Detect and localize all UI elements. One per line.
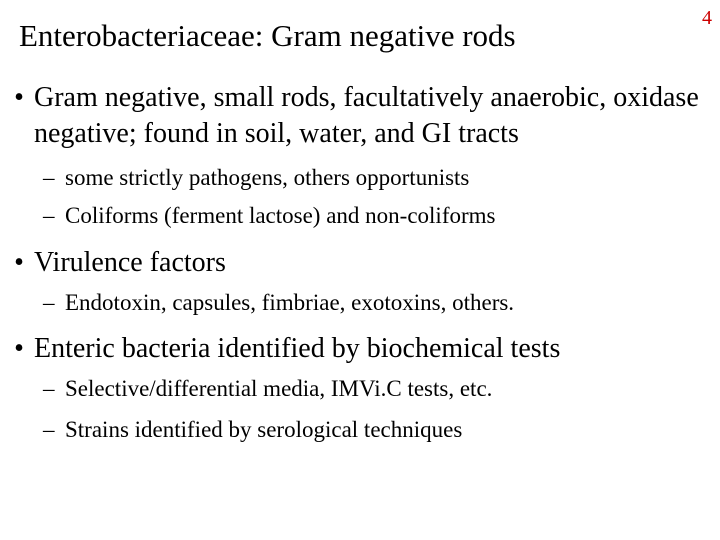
bullet-text: Virulence factors (34, 247, 226, 278)
bullet-marker: • (14, 247, 24, 278)
sub-bullet-item (43, 415, 462, 445)
sub-bullet-text: Selective/differential media, IMVi.C tests, etc. (65, 376, 493, 401)
page-number: 4 (702, 7, 712, 29)
sub-bullet-item (43, 374, 492, 404)
bullet-text: Gram negative, small rods, facultatively anaerobic, oxidase negative; found in soil, water, and GI tracts (34, 82, 699, 149)
sub-bullet-item (43, 163, 469, 193)
sub-bullet-marker: – (43, 417, 55, 442)
slide-title: Enterobacteriaceae: Gram negative rods (19, 18, 516, 53)
sub-bullet-marker: – (43, 165, 55, 190)
sub-bullet-marker: – (43, 203, 55, 228)
sub-bullet-item (43, 288, 514, 318)
sub-bullet-text: Coliforms (ferment lactose) and non-coliforms (65, 203, 496, 228)
bullet-marker: • (14, 82, 24, 113)
sub-bullet-marker: – (43, 376, 55, 401)
bullet-marker: • (14, 333, 24, 364)
sub-bullet-text: Endotoxin, capsules, fimbriae, exotoxins, others. (65, 290, 515, 315)
bullet-item (8, 245, 708, 281)
bullet-item (8, 331, 708, 367)
bullet-text: Enteric bacteria identified by biochemical tests (34, 333, 561, 364)
sub-bullet-item (43, 201, 496, 231)
bullet-item (8, 80, 708, 152)
sub-bullet-marker: – (43, 290, 55, 315)
sub-bullet-text: Strains identified by serological techniques (65, 417, 463, 442)
sub-bullet-text: some strictly pathogens, others opportunists (65, 165, 470, 190)
